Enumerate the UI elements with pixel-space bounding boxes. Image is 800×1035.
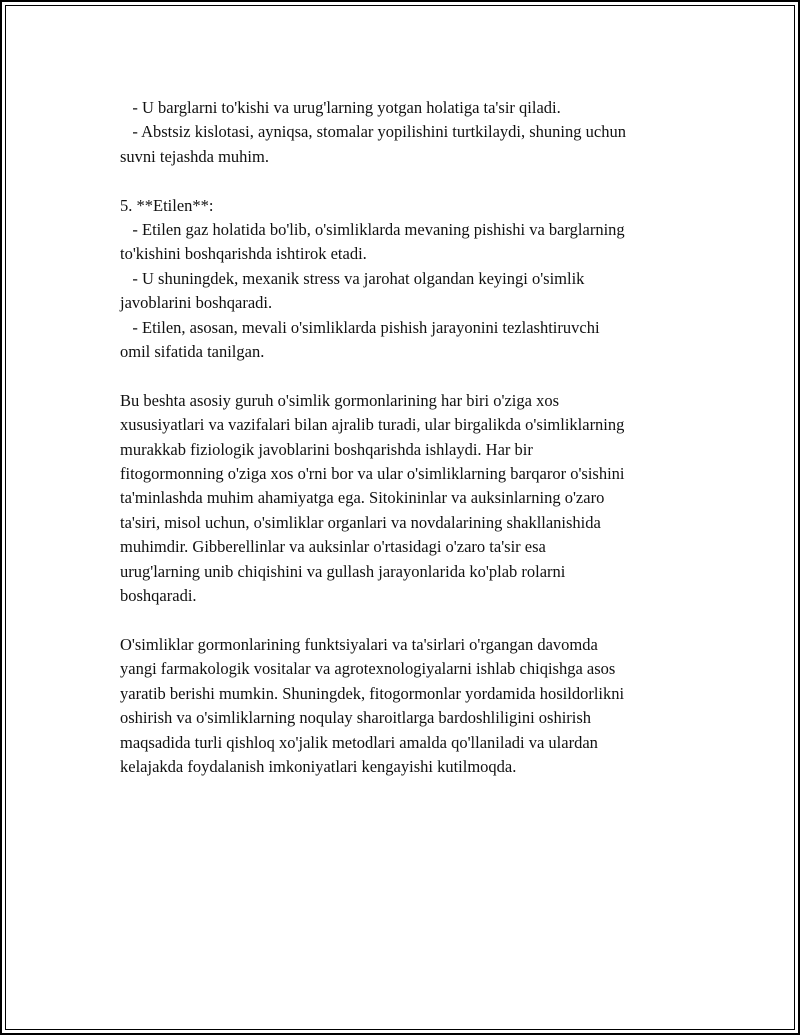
text-line: yangi farmakologik vositalar va agrotexnologiyalarni ishlab chiqishga asos xyxy=(120,659,616,679)
text-line: xususiyatlari va vazifalari bilan ajralib turadi, ular birgalikda o'simliklarning xyxy=(120,415,625,435)
text-line: - U shuningdek, mexanik stress va jarohat olgandan keyingi o'simlik xyxy=(120,268,585,288)
text-line: fitogormonning o'ziga xos o'rni bor va ular o'simliklarning barqaror o'sishini xyxy=(120,464,625,484)
text-line: urug'larning unib chiqishini va gullash jarayonlarida ko'plab rolarni xyxy=(120,561,566,581)
text-line: muhimdir. Gibberellinlar va auksinlar o'rtasidagi o'zaro ta'sir esa xyxy=(120,537,546,557)
paragraph-conclusion xyxy=(120,633,700,779)
paragraph-gap xyxy=(120,364,700,388)
paragraph-gap xyxy=(120,169,700,193)
text-line: - U barglarni to'kishi va urug'larning yotgan holatiga ta'sir qiladi. xyxy=(120,98,561,117)
text-line: boshqaradi. xyxy=(120,586,197,606)
paragraph-abstsiz-points xyxy=(120,96,700,169)
text-line: ta'siri, misol uchun, o'simliklar organlari va novdalarining shakllanishida xyxy=(120,512,601,532)
text-line: - Etilen, asosan, mevali o'simliklarda pishish jarayonini tezlashtiruvchi xyxy=(120,317,600,337)
text-line: kelajakda foydalanish imkoniyatlari kengayishi kutilmoqda. xyxy=(120,756,517,776)
text-line: javoblarini boshqaradi. xyxy=(120,293,273,313)
text-line: to'kishini boshqarishda ishtirok etadi. xyxy=(120,244,367,264)
document-text xyxy=(120,96,700,779)
paragraph-etilen xyxy=(120,194,700,365)
text-line: O'simliklar gormonlarining funktsiyalari va ta'sirlari o'rgangan davomda xyxy=(120,634,598,654)
paragraph-gap xyxy=(120,609,700,633)
text-line: yaratib berishi mumkin. Shuningdek, fitogormonlar yordamida hosildorlikni xyxy=(120,683,625,703)
text-line: suvni tejashda muhim. xyxy=(120,146,269,166)
text-line: - Abstsiz kislotasi, ayniqsa, stomalar yopilishini turtkilaydi, shuning uchun xyxy=(120,122,626,142)
text-line: omil sifatida tanilgan. xyxy=(120,342,265,362)
text-line: murakkab fiziologik javoblarini boshqarishda ishlaydi. Har bir xyxy=(120,439,533,459)
text-line: - Etilen gaz holatida bo'lib, o'simliklarda mevaning pishishi va barglarning xyxy=(120,220,625,240)
text-line: maqsadida turli qishloq xo'jalik metodlari amalda qo'llaniladi va ulardan xyxy=(120,732,598,752)
section-heading: 5. **Etilen**: xyxy=(120,195,214,215)
text-line: Bu beshta asosiy guruh o'simlik gormonlarining har biri o'ziga xos xyxy=(120,390,560,410)
text-line: ta'minlashda muhim ahamiyatga ega. Sitokininlar va auksinlarning o'zaro xyxy=(120,488,605,508)
text-line: oshirish va o'simliklarning noqulay sharoitlarga bardoshliligini oshirish xyxy=(120,708,592,728)
paragraph-summary xyxy=(120,389,700,609)
